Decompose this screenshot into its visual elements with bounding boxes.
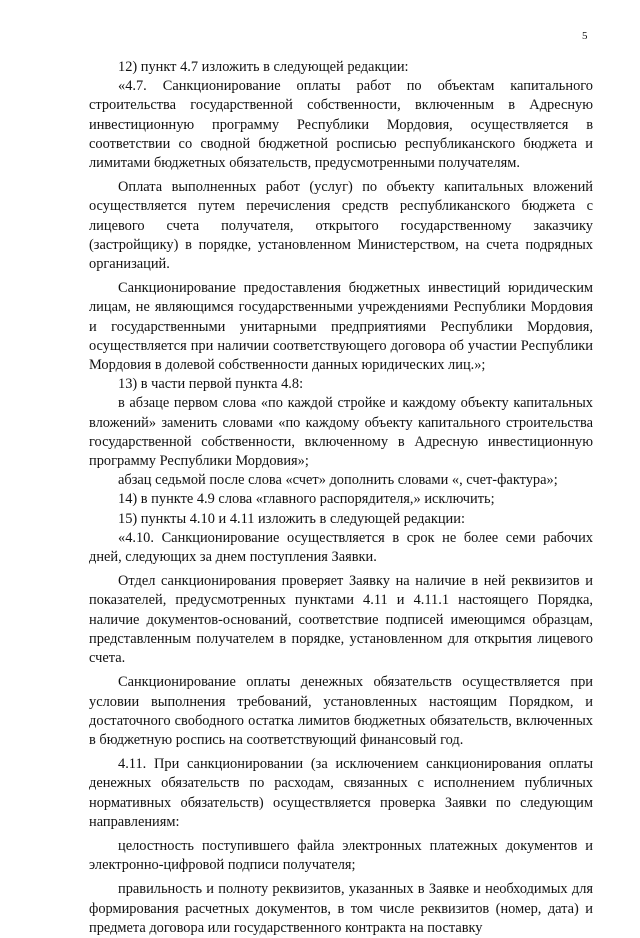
- document-body: [89, 58, 593, 938]
- page-number: 5: [582, 30, 588, 42]
- paragraph-first-abzac: в абзаце первом слова «по каждой стройке и каждому объекту капитальных вложений» заменить словами «по каждому объекту капитального строительства государственной собственности, включенному в Адресную инвестиционную программу Республики Мордовия»;: [89, 395, 593, 470]
- paragraph-payment: Оплата выполненных работ (услуг) по объекту капитальных вложений осуществляется путем перечисления средств республиканского бюджета с лицевого счета получателя, открытого государственному заказчику (застройщику) в порядке, установленном Министерством, на счета подрядных организаций.: [89, 179, 593, 273]
- paragraph-amendment-12: 12) пункт 4.7 изложить в следующей редакции:: [118, 59, 409, 75]
- paragraph-sanction-payment: Санкционирование оплаты денежных обязательств осуществляется при условии выполнения требований, установленных настоящим Порядком, и достаточного свободного остатка лимитов бюджетных обязательств, включенных в бюджетную роспись на соответствующий финансовый год.: [89, 674, 593, 748]
- paragraph-check-request: Отдел санкционирования проверяет Заявку на наличие в ней реквизитов и показателей, предусмотренных пунктами 4.11 и 4.11.1 настоящего Порядка, наличие документов-оснований, соответствие подписей имеющимся образцам, представленным получателем в порядке, установленном для открытия лицевого счета.: [89, 573, 593, 667]
- paragraph-amendment-13: 13) в части первой пункта 4.8:: [118, 376, 304, 393]
- paragraph-clause-4-11: 4.11. При санкционировании (за исключением санкционирования оплаты денежных обязательств по расходам, связанных с исполнением публичных нормативных обязательств) осуществляется проверка Заявки по следующим направлениям:: [89, 756, 593, 830]
- paragraph-amendment-14: 14) в пункте 4.9 слова «главного распорядителя,» исключить;: [118, 491, 495, 508]
- paragraph-clause-4-10: «4.10. Санкционирование осуществляется в срок не более семи рабочих дней, следующих за днем поступления Заявки.: [89, 529, 593, 566]
- paragraph-budget-investments: Санкционирование предоставления бюджетных инвестиций юридическим лицам, не являющимся государственными учреждениями Республики Мордовия и государственными унитарными предприятиями Республики Мордовия, осуществляется при наличии соответствующего договора об участии Республики Мордовия в долевой собственности данных юридических лиц.»;: [89, 280, 593, 374]
- paragraph-integrity: целостность поступившего файла электронных платежных документов и электронно-цифровой подписи получателя;: [89, 837, 593, 874]
- paragraph-correctness: правильность и полноту реквизитов, указанных в Заявке и необходимых для формирования расчетных документов, в том числе реквизитов (номер, дата) и предмета договора или государственного контракта на поставку: [89, 881, 593, 936]
- paragraph-amendment-15: 15) пункты 4.10 и 4.11 изложить в следующей редакции:: [118, 510, 465, 527]
- paragraph-seventh-abzac: абзац седьмой после слова «счет» дополнить словами «, счет-фактура»;: [118, 472, 558, 489]
- paragraph-clause-4-7: «4.7. Санкционирование оплаты работ по объектам капитального строительства государственной собственности, включенным в Адресную инвестиционную программу Республики Мордовия, осуществляется в соответствии со сводной бюджетной росписью республиканского бюджета и лимитами бюджетных обязательств, предусмотренными получателям.: [89, 78, 593, 172]
